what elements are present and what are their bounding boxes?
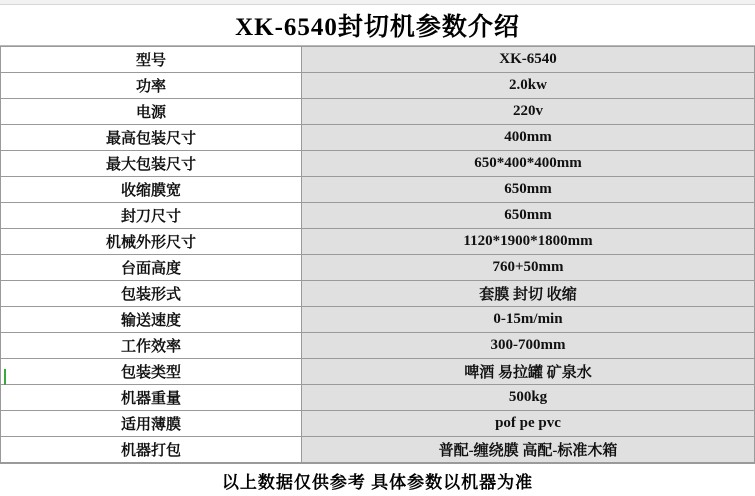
row-label: 收缩膜宽 [1,177,302,203]
table-row [1,99,755,125]
table-row [1,177,755,203]
row-label: 电源 [1,99,302,125]
row-value: 220v [302,99,755,125]
row-label: 工作效率 [1,333,302,359]
page-title: XK-6540封切机参数介绍 [235,14,520,41]
table-row [1,229,755,255]
row-label: 型号 [1,47,302,73]
row-value: 760+50mm [302,255,755,281]
row-value: 套膜 封切 收缩 [302,281,755,307]
row-label: 适用薄膜 [1,411,302,437]
table-row [1,203,755,229]
table-row [1,73,755,99]
row-label: 输送速度 [1,307,302,333]
row-label: 封刀尺寸 [1,203,302,229]
title-bar [0,5,755,46]
row-value: 啤酒 易拉罐 矿泉水 [302,359,755,385]
row-value: 650mm [302,203,755,229]
row-value: 650*400*400mm [302,151,755,177]
table-row [1,411,755,437]
spec-table [0,46,755,463]
row-label: 台面高度 [1,255,302,281]
footer-bar [0,463,755,496]
row-value: 0-15m/min [302,307,755,333]
table-row [1,281,755,307]
row-value: 500kg [302,385,755,411]
table-row [1,333,755,359]
row-value: pof pe pvc [302,411,755,437]
row-label: 最大包装尺寸 [1,151,302,177]
table-row [1,437,755,463]
row-label: 包装类型 [1,359,302,385]
row-label: 机械外形尺寸 [1,229,302,255]
row-label: 最高包装尺寸 [1,125,302,151]
row-label: 机器打包 [1,437,302,463]
row-value: 1120*1900*1800mm [302,229,755,255]
row-value: 400mm [302,125,755,151]
row-value: 普配-缠绕膜 高配-标准木箱 [302,437,755,463]
footer-note: 以上数据仅供参考 具体参数以机器为准 [221,472,534,492]
table-row [1,151,755,177]
table-row [1,47,755,73]
row-value: XK-6540 [302,47,755,73]
table-row [1,359,755,385]
row-value: 300-700mm [302,333,755,359]
spec-table-body [1,47,755,463]
table-row [1,385,755,411]
table-row [1,255,755,281]
row-label: 功率 [1,73,302,99]
row-value: 650mm [302,177,755,203]
row-label: 机器重量 [1,385,302,411]
row-label: 包装形式 [1,281,302,307]
row-value: 2.0kw [302,73,755,99]
table-row [1,307,755,333]
green-edge-marker [4,369,6,385]
table-row [1,125,755,151]
